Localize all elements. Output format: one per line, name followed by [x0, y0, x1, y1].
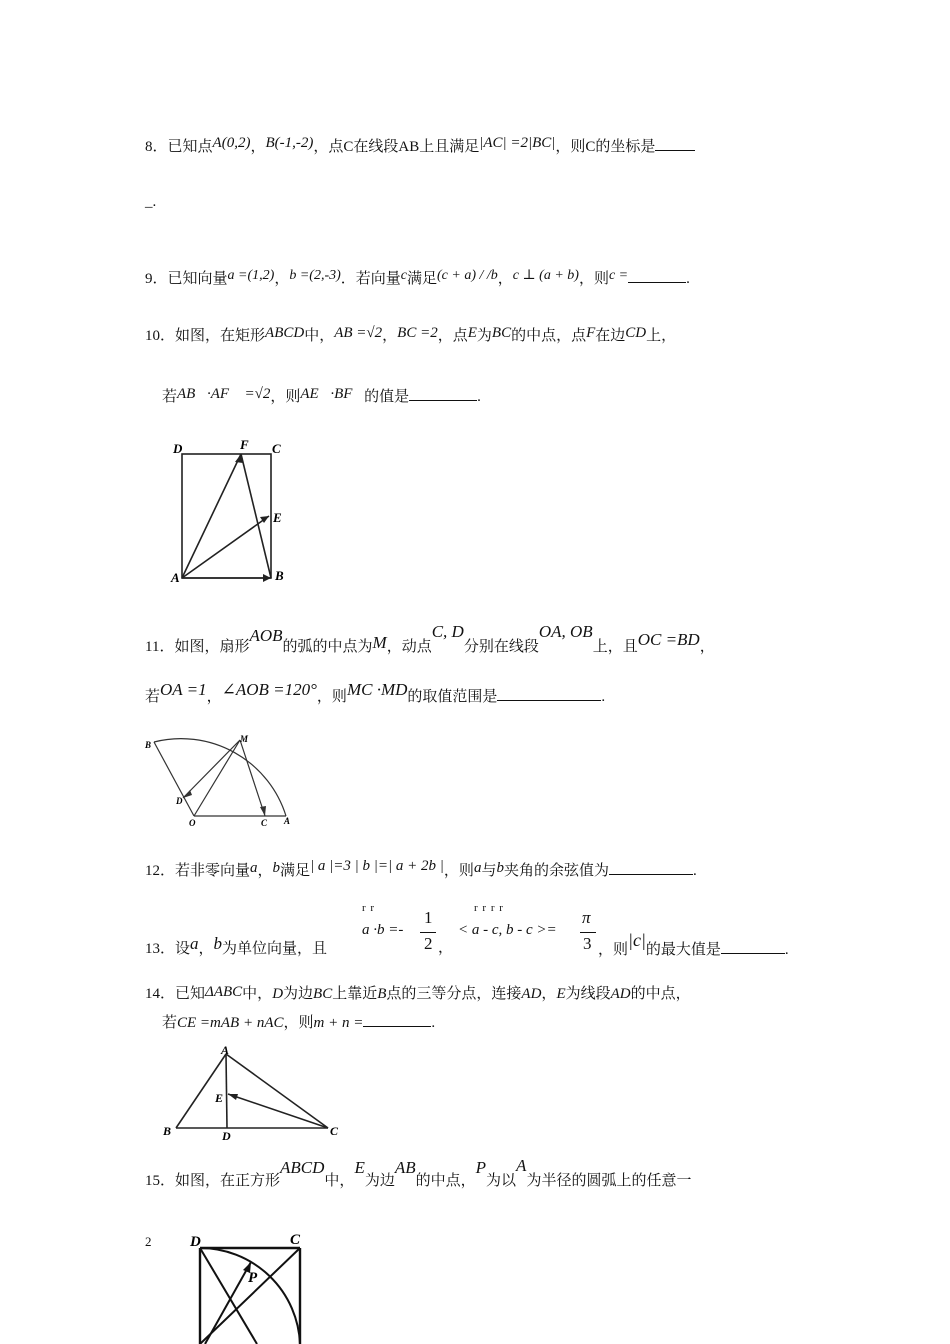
q10-l2-text-3: 的值是: [364, 389, 410, 405]
q11-text-1: 如图，扇形: [174, 639, 250, 655]
q14-side-ac: [226, 1054, 328, 1128]
page-number: 2: [145, 1234, 152, 1249]
q10-text-6: 在边: [595, 328, 626, 344]
q13-number: 13．: [145, 941, 176, 957]
q14-b: B: [377, 986, 387, 1002]
q9-text-3: 满足: [407, 271, 438, 287]
q15-e: E: [354, 1158, 365, 1177]
q13-three: 3: [583, 934, 592, 953]
q14-label-c: C: [330, 1124, 339, 1138]
q9-answer-label: c =: [608, 268, 629, 283]
q15-figure: [185, 1226, 315, 1344]
q10-text-4: 为: [476, 328, 492, 344]
q15-a: A: [516, 1156, 527, 1175]
q13-pi-bar: [580, 932, 596, 933]
q13-dot-product: [362, 920, 403, 940]
q11-label-m: M: [240, 734, 249, 744]
q14-label-a: A: [221, 1043, 230, 1057]
q10-ae-arrow: [182, 516, 269, 578]
question-14-line-2: [162, 1012, 435, 1033]
q11-period: .: [601, 689, 606, 705]
q10-period: .: [477, 389, 481, 405]
q8-text-2: ，点C在线段AB上且满足: [313, 139, 480, 155]
q14-answer-blank: [363, 1012, 431, 1027]
q14-number: 14．: [145, 986, 176, 1002]
q8-point-b: B(-1,-2): [265, 135, 314, 151]
q11-l2-text-1: 若: [145, 689, 161, 705]
q10-figure: [165, 435, 295, 590]
q8-condition: |AC| =2|BC|: [479, 135, 556, 151]
q8-comma: ，: [250, 139, 266, 155]
q10-af-arrow: [182, 454, 241, 578]
question-13-line: [145, 934, 328, 959]
q10-bf-arrow: [241, 454, 271, 578]
q11-l2-text-3: 的取值范围是: [407, 689, 498, 705]
q9-number: 9．: [145, 271, 168, 287]
q14-text-1: 已知: [175, 986, 206, 1002]
q8-text-3: ，则C的坐标是: [555, 139, 656, 155]
q12-b-2: b: [496, 860, 504, 876]
q9-text-1: 已知向量: [167, 271, 228, 287]
q15-label-c: C: [290, 1232, 301, 1248]
q14-l2-text-1: 若: [162, 1015, 178, 1031]
q15-p: P: [475, 1158, 487, 1177]
q11-text-4: 分别在线段: [463, 639, 539, 655]
q14-ad-2: AD: [610, 986, 631, 1002]
q15-text-5: 为以: [486, 1173, 517, 1189]
q14-segment-ce: [228, 1094, 328, 1128]
q11-label-b: B: [145, 740, 152, 750]
q14-text-2: 中，: [242, 986, 273, 1002]
q11-arrowhead-c: [260, 806, 266, 816]
q13-arrows-1: r r: [362, 902, 376, 914]
q10-ab: AB =√2: [334, 325, 383, 341]
q14-text-4: 上靠近: [332, 986, 378, 1002]
question-15-line: [145, 1156, 692, 1191]
q14-e: E: [556, 986, 566, 1002]
q12-a: a: [250, 860, 258, 876]
q14-arrowhead-e: [228, 1094, 238, 1100]
q10-label-f: F: [240, 437, 249, 452]
q13-pi: π: [582, 908, 591, 927]
q8-blank-end: _.: [145, 194, 157, 210]
q12-a-2: a: [473, 860, 482, 876]
q9-text-2: ．若向量: [340, 271, 401, 287]
question-11-line-1: [145, 622, 715, 657]
q11-answer-blank: [497, 686, 601, 701]
q15-number: 15．: [145, 1173, 176, 1189]
q12-text-2: 满足: [280, 863, 311, 879]
q14-bc: BC: [313, 986, 333, 1002]
q11-arc: [154, 739, 286, 816]
q12-period: .: [692, 863, 697, 879]
q13-frac-numerator: 1: [424, 908, 433, 927]
q10-label-b: B: [275, 568, 284, 583]
q8-point-a: A(0,2): [212, 135, 251, 151]
q9-vector-c: c: [400, 268, 407, 283]
q12-b: b: [272, 860, 281, 876]
q15-text-2: 中，: [324, 1173, 355, 1189]
q14-ad: AD: [521, 986, 542, 1002]
q13-b: b: [213, 934, 223, 953]
q10-l2-condition: AB⃗·AF⃗ =√2: [177, 386, 271, 402]
q9-text-4: ，则: [578, 271, 609, 287]
q15-ab: AB: [394, 1158, 416, 1177]
q15-text-4: 的中点，: [415, 1173, 476, 1189]
q10-label-c: C: [272, 441, 281, 456]
q14-label-b: B: [163, 1124, 172, 1138]
q13-abs-c: |c|: [628, 930, 646, 950]
q14-text-7: 为线段: [565, 986, 611, 1002]
q14-text-5: 点的三等分点，连接: [386, 986, 522, 1002]
q10-cd: CD: [625, 325, 647, 341]
q11-l2-angle: ∠AOB =120°: [221, 680, 317, 699]
q11-text-6: ，: [699, 639, 715, 655]
q14-l2-text-2: ，则: [283, 1015, 314, 1031]
q10-answer-blank: [409, 386, 477, 401]
q12-text-5: 夹角的余弦值为: [503, 863, 609, 879]
q10-label-a: A: [171, 570, 180, 585]
q11-m: M: [372, 633, 387, 652]
q15-text-1: 如图，在正方形: [175, 1173, 281, 1189]
q13-frac-bar: [420, 932, 436, 933]
q12-comma: ，: [257, 863, 273, 879]
q10-number: 10．: [145, 328, 176, 344]
q15-label-p: P: [248, 1270, 258, 1286]
question-14-line-1: [145, 984, 691, 1004]
q14-l2-equation: CE =mAB + nAC: [177, 1015, 284, 1031]
q14-triangle: ΔABC: [205, 984, 243, 1000]
q11-cd: C, D: [431, 622, 464, 641]
q11-number: 11．: [145, 639, 175, 655]
q11-label-d: D: [176, 796, 183, 806]
q11-text-5: 上，且: [592, 639, 638, 655]
q11-figure: [140, 728, 300, 830]
q13-a: a: [190, 934, 199, 953]
q11-label-a: A: [284, 816, 291, 826]
q10-text-2: 中，: [304, 328, 335, 344]
q14-period: .: [431, 1015, 436, 1031]
q11-oaob: OA, OB: [538, 622, 593, 641]
q10-text-5: 的中点，点: [511, 328, 587, 344]
q13-answer-blank: [721, 939, 785, 954]
q11-md-arrow: [183, 740, 240, 798]
q12-condition: | a |=3 | b |=| a + 2b |: [310, 858, 444, 874]
q13-text-3: ，则: [598, 942, 629, 958]
q8-number: 8．: [145, 139, 168, 155]
q9-condition-2: c ⊥ (a + b): [512, 268, 579, 283]
q15-diagonal-1: [200, 1248, 257, 1344]
q11-label-o: O: [189, 818, 196, 828]
q11-l2-oa: OA =1: [160, 680, 207, 699]
q9-comma: ，: [274, 271, 290, 287]
q11-segment-ob: [154, 742, 194, 816]
q14-figure: [158, 1042, 358, 1144]
q13-comma-2: ，: [438, 940, 454, 956]
q15-text-6: 为半径的圆弧上的任意一: [526, 1173, 692, 1189]
q11-text-2: 的弧的中点为: [282, 639, 373, 655]
q14-text-3: 为边: [283, 986, 314, 1002]
q13-text-2: 为单位向量，且: [222, 941, 328, 957]
q13-tail: [598, 930, 789, 960]
q13-comma: ，: [198, 941, 214, 957]
question-9-line: [145, 268, 690, 290]
q11-mc-arrow: [240, 740, 265, 816]
q13-text-1: 设: [175, 941, 191, 957]
q12-text-4: 与: [481, 863, 497, 879]
q12-number: 12．: [145, 863, 176, 879]
q13-angle: [458, 920, 557, 940]
q14-text-6: ，: [541, 986, 557, 1002]
question-10-line-1: [145, 326, 676, 346]
q14-label-d: D: [222, 1129, 231, 1143]
q10-text-1: 如图，在矩形: [175, 328, 266, 344]
q10-rectangle: [182, 454, 271, 578]
question-8-line-1: [145, 136, 695, 157]
q12-answer-blank: [609, 860, 693, 875]
q10-text-7: 上，: [646, 328, 677, 344]
q11-label-c: C: [261, 818, 268, 828]
q13-arrows-2: r r r r: [474, 902, 504, 914]
q14-d: D: [272, 986, 284, 1002]
q13-dot-expr: a ·b =-: [362, 922, 404, 938]
q14-text-8: 的中点，: [630, 986, 691, 1002]
q11-aob: AOB: [249, 626, 283, 645]
q10-bc: BC =2: [397, 325, 438, 341]
q12-text-3: ，则: [443, 863, 474, 879]
q14-segment-ad: [226, 1054, 227, 1128]
q10-rect: ABCD: [265, 325, 305, 341]
q15-text-3: 为边: [364, 1173, 395, 1189]
q11-l2-text-2: ，则: [316, 689, 347, 705]
q9-comma-2: ，: [497, 271, 513, 287]
q9-vector-b: b =(2,-3): [289, 268, 341, 283]
q11-eq: OC =BD: [637, 630, 700, 649]
q10-text-3: ，点: [437, 328, 468, 344]
question-10-line-2: [162, 386, 481, 407]
q10-e: E: [467, 325, 477, 341]
q8-answer-blank: [655, 136, 695, 151]
q11-arrowhead-d: [183, 790, 192, 798]
q13-frac-denominator: 2: [424, 934, 433, 953]
q10-f: F: [586, 325, 596, 341]
q10-l2-text-1: 若: [162, 389, 178, 405]
q14-l2-mn: m + n =: [313, 1015, 364, 1031]
q15-label-d: D: [190, 1234, 201, 1250]
q10-l2-text-2: ，则: [270, 389, 301, 405]
q15-abcd: ABCD: [280, 1158, 325, 1177]
q12-text-1: 若非零向量: [175, 863, 251, 879]
q11-l2-expr: MC ·MD: [346, 680, 408, 699]
q10-label-e: E: [273, 510, 282, 525]
q8-text-1: 已知点: [167, 139, 213, 155]
q9-answer-blank: [628, 268, 686, 283]
q10-bc-2: BC: [491, 325, 512, 341]
q10-l2-expr: AE⃗·BF⃗: [300, 386, 365, 402]
q9-condition-1: (c + a) / /b: [437, 268, 498, 283]
question-12-line: [145, 860, 697, 881]
q13-period: .: [784, 942, 789, 958]
q10-label-d: D: [173, 441, 183, 456]
q13-angle-expr: < a - c, b - c >=: [458, 922, 557, 938]
q10-comma: ，: [382, 328, 398, 344]
q13-text-4: 的最大值是: [645, 942, 721, 958]
q11-segment-om: [194, 740, 240, 816]
q11-text-3: ，动点: [386, 639, 432, 655]
q9-vector-a: a =(1,2): [227, 268, 275, 283]
question-11-line-2: [145, 680, 606, 707]
q11-l2-comma: ，: [206, 689, 222, 705]
q14-label-e: E: [215, 1091, 224, 1105]
q9-period: .: [686, 271, 690, 287]
